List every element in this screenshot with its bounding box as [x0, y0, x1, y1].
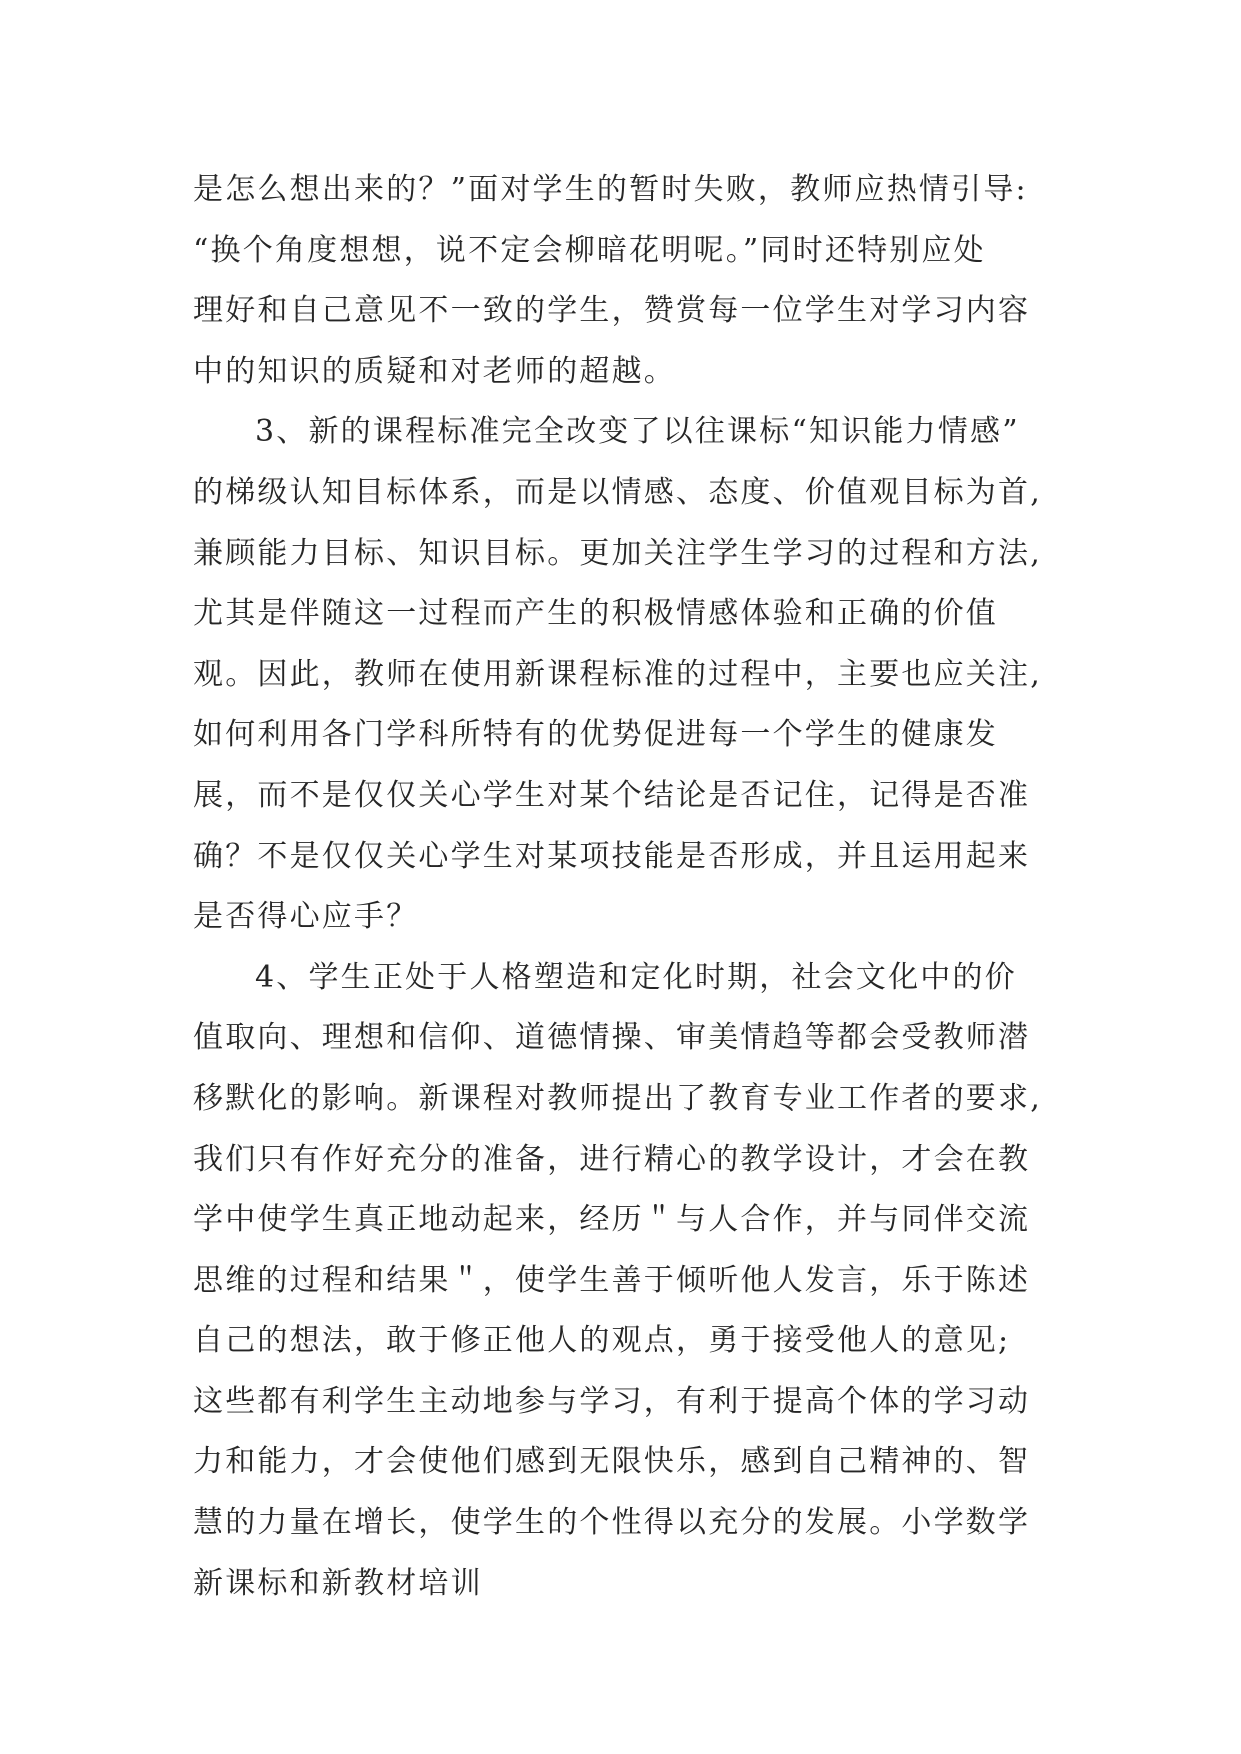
- text-line: 的梯级认知目标体系，而是以情感、态度、价值观目标为首,: [193, 474, 1042, 510]
- text-line: 观。因此，教师在使用新课程标准的过程中，主要也应关注,: [193, 656, 1042, 692]
- text-line: 移默化的影响。新课程对教师提出了教育专业工作者的要求,: [193, 1080, 1042, 1116]
- text-line: 4、学生正处于人格塑造和定化时期，社会文化中的价: [255, 959, 1017, 995]
- paragraph-1: [193, 160, 1053, 402]
- text-line: 是否得心应手？: [193, 899, 419, 935]
- text-line: 思维的过程和结果＂，使学生善于倾听他人发言，乐于陈述: [193, 1262, 1031, 1298]
- text-line: 我们只有作好充分的准备，进行精心的教学设计，才会在教: [193, 1141, 1031, 1177]
- text-line: 自己的想法，敢于修正他人的观点，勇于接受他人的意见;: [193, 1323, 1011, 1359]
- text-line: “换个角度想想，说不定会柳暗花明呢。”同时还特别应处: [193, 232, 986, 268]
- text-line: 值取向、理想和信仰、道德情操、审美情趋等都会受教师潜: [193, 1020, 1031, 1056]
- document-body: [193, 160, 1053, 1614]
- paragraph-3: [193, 948, 1053, 1615]
- text-line: 兼顾能力目标、知识目标。更加关注学生学习的过程和方法,: [193, 535, 1042, 571]
- text-line: 尤其是伴随这一过程而产生的积极情感体验和正确的价值: [193, 596, 998, 632]
- paragraph-2: [193, 402, 1053, 947]
- text-line: 如何利用各门学科所特有的优势促进每一个学生的健康发: [193, 717, 998, 753]
- text-line: 确？不是仅仅关心学生对某项技能是否形成，并且运用起来: [193, 838, 1031, 874]
- text-line: 展，而不是仅仅关心学生对某个结论是否记住，记得是否准: [193, 777, 1031, 813]
- text-line: 是怎么想出来的？”面对学生的暂时失败，教师应热情引导:: [193, 172, 1028, 207]
- text-line: 慧的力量在增长，使学生的个性得以充分的发展。小学数学: [193, 1505, 1031, 1541]
- text-line: 新课标和新教材培训: [193, 1565, 483, 1601]
- text-line: 中的知识的质疑和对老师的超越。: [193, 353, 676, 389]
- text-line: 理好和自己意见不一致的学生，赞赏每一位学生对学习内容: [193, 293, 1031, 329]
- text-line: 3、新的课程标准完全改变了以往课标“知识能力情感”: [255, 414, 1020, 450]
- text-line: 这些都有利学生主动地参与学习，有利于提高个体的学习动: [193, 1383, 1031, 1419]
- text-line: 力和能力，才会使他们感到无限快乐，感到自己精神的、智: [193, 1444, 1031, 1480]
- text-line: 学中使学生真正地动起来，经历＂与人合作，并与同伴交流: [193, 1202, 1031, 1238]
